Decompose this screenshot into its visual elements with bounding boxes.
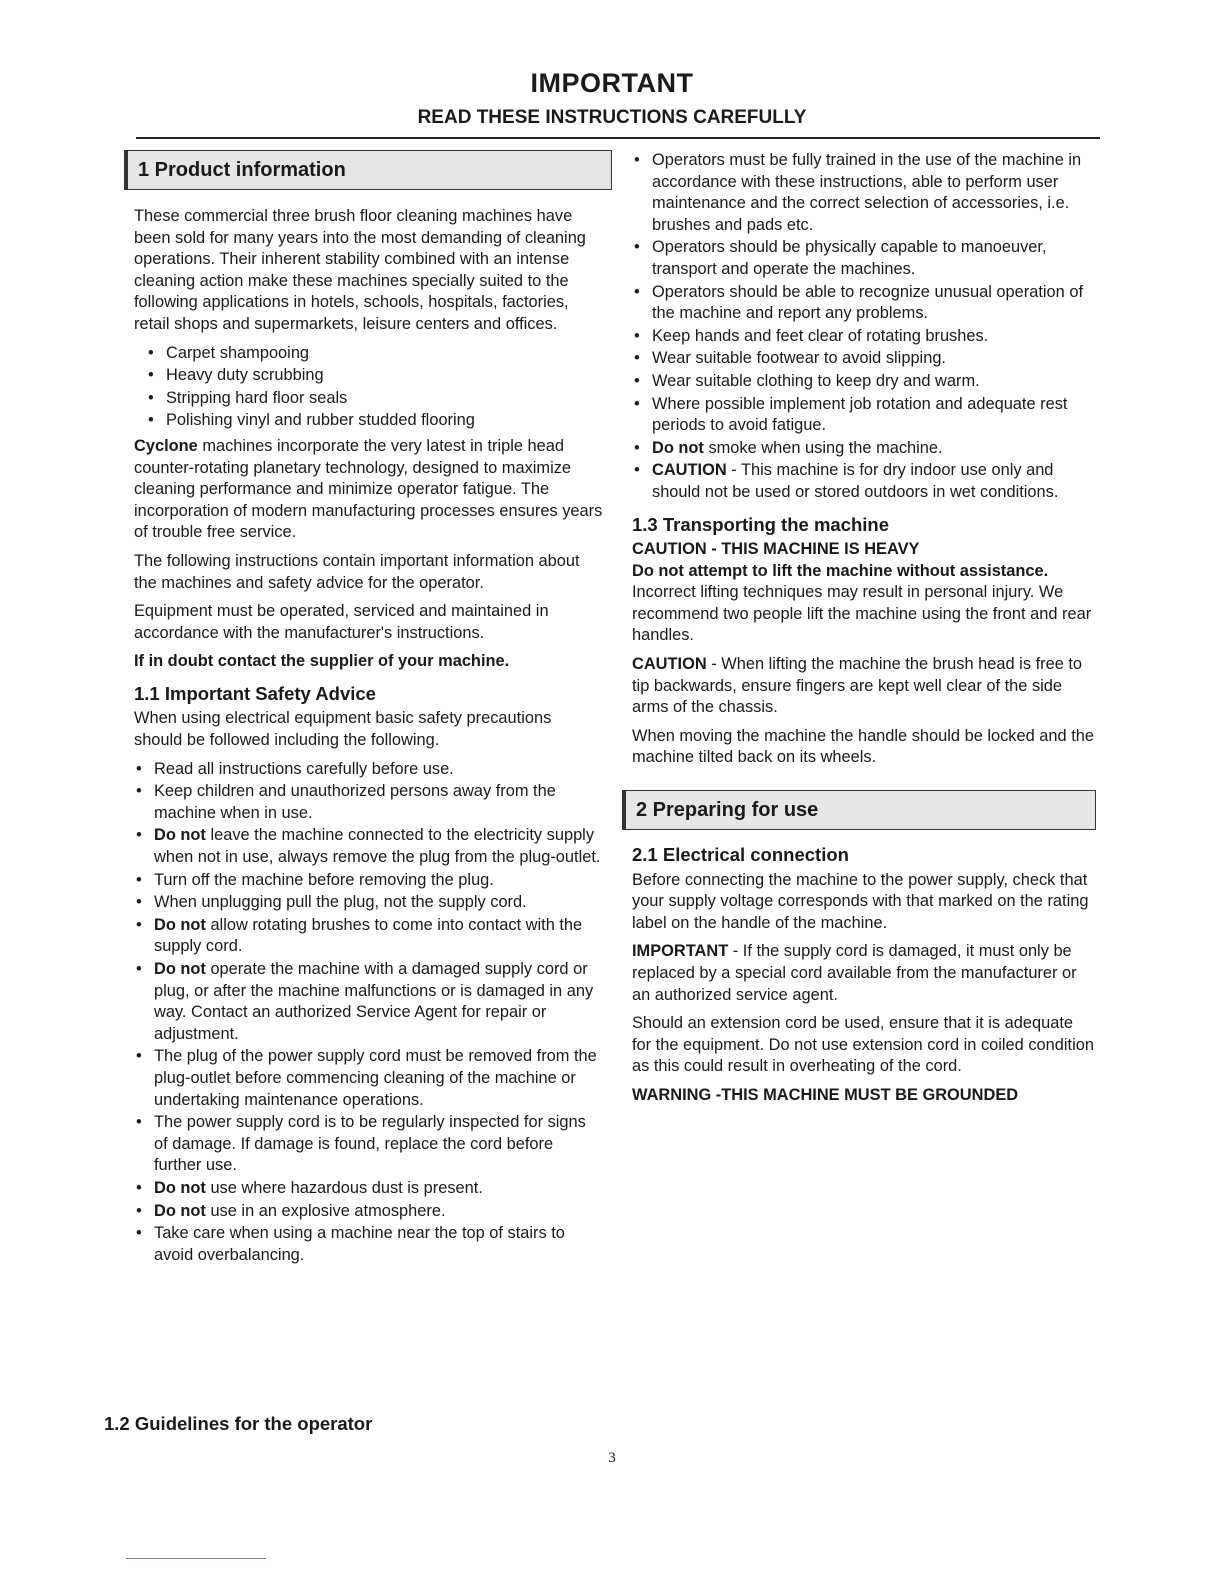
- section-1-3-heading: 1.3 Transporting the machine: [632, 513, 890, 535]
- doubt-paragraph: If in doubt contact the supplier of your machine.: [134, 652, 510, 671]
- list-item: • Do not use in an explosive atmosphere.: [134, 1201, 604, 1223]
- section-1-1-heading: 1.1 Important Safety Advice: [134, 682, 376, 704]
- list-item: • Keep children and unauthorized persons away from the machine when in use.: [134, 781, 604, 824]
- important-paragraph: IMPORTANT - If the supply cord is damaged, it must only be replaced by a special cord available from the manufacturer or an authorized service agent.: [632, 942, 1077, 1004]
- caution-heavy: CAUTION - THIS MACHINE IS HEAVY: [632, 540, 920, 559]
- list-item: • The plug of the power supply cord must be removed from the plug-outlet before commencing cleaning of the machine or undertaking maintenance operations.: [134, 1046, 604, 1111]
- footer-line: [126, 1558, 266, 1559]
- list-item: • Operators should be able to recognize unusual operation of the machine and report any problems.: [632, 282, 1096, 325]
- safety-list: [134, 759, 604, 1267]
- list-item: • The power supply cord is to be regularly inspected for signs of damage. If damage is found, replace the cord before further use.: [134, 1112, 604, 1177]
- list-item: • Do not operate the machine with a damaged supply cord or plug, or after the machine malfunctions or is damaged in any way. Contact an authorized Service Agent for repair or adjustment.: [134, 959, 604, 1045]
- cyclone-paragraph: [134, 436, 604, 544]
- list-item: • Wear suitable footwear to avoid slipping.: [632, 348, 1096, 370]
- caution-paragraph: CAUTION - When lifting the machine the brush head is free to tip backwards, ensure fingers are kept well clear of the side arms of the chassis.: [632, 655, 1083, 717]
- list-item: • Operators should be physically capable to manoeuver, transport and operate the machines.: [632, 237, 1096, 280]
- list-item: • When unplugging pull the plug, not the supply cord.: [134, 892, 604, 914]
- extension-paragraph: Should an extension cord be used, ensure that it is adequate for the equipment. Do not use extension cord in coiled condition as this could result in overheating of the cord.: [632, 1014, 1094, 1076]
- lift-paragraph: Do not attempt to lift the machine without assistance. Incorrect lifting techniques may result in personal injury. We recommend two people lift the machine using the front and rear handles.: [632, 561, 1092, 645]
- cyclone-brand: Cyclone: [134, 436, 198, 455]
- list-item: • Operators must be fully trained in the use of the machine in accordance with these instructions, able to perform user maintenance and the correct selection of accessories, i.e. brushes and pads etc.: [632, 150, 1096, 236]
- list-item: • Do not allow rotating brushes to come into contact with the supply cord.: [134, 915, 604, 958]
- right-column: [632, 150, 1096, 1114]
- grounded-warning: WARNING -THIS MACHINE MUST BE GROUNDED: [632, 1085, 1019, 1104]
- moving-paragraph: When moving the machine the handle should be locked and the machine tilted back on its wheels.: [632, 726, 1094, 767]
- product-intro: These commercial three brush floor cleaning machines have been sold for many years into the most demanding of cleaning operations. Their inherent stability combined with an intense cleaning action make these machines specially suited to the following applications in hotels, schools, hospitals, factories, retail shops and supermarkets, leisure centers and offices.: [134, 207, 586, 333]
- header-divider: [136, 137, 1100, 139]
- list-item: • Turn off the machine before removing the plug.: [134, 870, 604, 892]
- list-item: • Do not use where hazardous dust is present.: [134, 1178, 604, 1200]
- section-2-heading: 2 Preparing for use: [622, 790, 1096, 830]
- list-item: • Stripping hard floor seals: [134, 388, 604, 410]
- section-1-2-heading: 1.2 Guidelines for the operator: [104, 1413, 373, 1434]
- list-item: • Carpet shampooing: [134, 343, 604, 365]
- list-item: • Polishing vinyl and rubber studded flooring: [134, 410, 604, 432]
- safety-intro: When using electrical equipment basic safety precautions should be followed including the following.: [134, 709, 552, 750]
- section-2-1-heading: 2.1 Electrical connection: [632, 844, 849, 866]
- list-item: • CAUTION - This machine is for dry indoor use only and should not be used or stored outdoors in wet conditions.: [632, 460, 1096, 503]
- list-item: • Take care when using a machine near the top of stairs to avoid overbalancing.: [134, 1223, 604, 1266]
- page-title: IMPORTANT: [530, 68, 694, 98]
- list-item: • Keep hands and feet clear of rotating brushes.: [632, 326, 1096, 348]
- section-1-heading: 1 Product information: [124, 150, 612, 190]
- list-item: • Do not smoke when using the machine.: [632, 438, 1096, 460]
- equipment-paragraph: Equipment must be operated, serviced and maintained in accordance with the manufacturer's instructions.: [134, 602, 549, 642]
- operator-guidelines-list: [632, 150, 1096, 504]
- list-item: • Read all instructions carefully before use.: [134, 759, 604, 781]
- cyclone-text: machines incorporate the very latest in triple head counter-rotating planetary technology, designed to maximize cleaning performance and minimize operator fatigue. The incorporation of modern manufacturing processes ensures years of trouble free service.: [134, 436, 603, 542]
- list-item: • Where possible implement job rotation and adequate rest periods to avoid fatigue.: [632, 394, 1096, 437]
- list-item: • Heavy duty scrubbing: [134, 365, 604, 387]
- left-column: [134, 150, 604, 1270]
- page-number: 3: [608, 1450, 616, 1466]
- instructions-paragraph: The following instructions contain important information about the machines and safety advice for the operator.: [134, 551, 580, 592]
- electrical-intro: Before connecting the machine to the power supply, check that your supply voltage corresponds with that marked on the rating label on the handle of the machine.: [632, 870, 1089, 932]
- list-item: • Wear suitable clothing to keep dry and warm.: [632, 371, 1096, 393]
- list-item: • Do not leave the machine connected to the electricity supply when not in use, always remove the plug from the plug-outlet.: [134, 825, 604, 868]
- applications-list: [134, 343, 604, 432]
- page-subtitle: READ THESE INSTRUCTIONS CAREFULLY: [417, 107, 807, 128]
